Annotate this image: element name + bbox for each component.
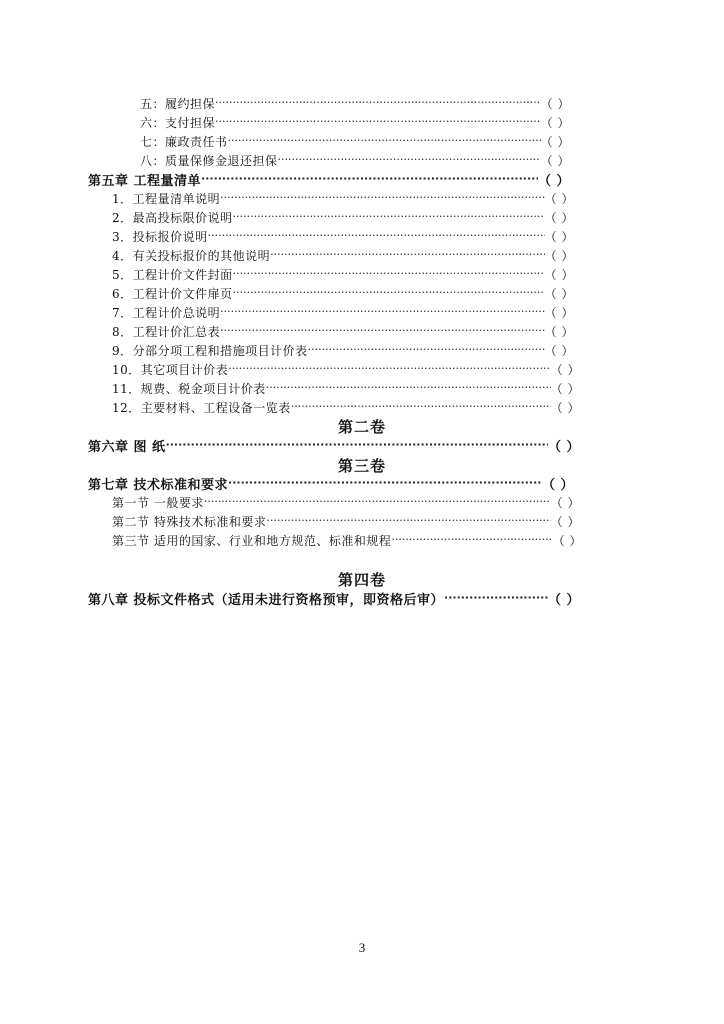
leader-dots <box>166 436 548 454</box>
volume-heading-4: 第四卷 <box>337 571 386 589</box>
toc-entry-label: 7．工程计价总说明 <box>112 305 221 320</box>
leader-dots <box>278 151 541 169</box>
leader-dots <box>391 531 552 549</box>
toc-entry-label: 11．规费、税金项目计价表 <box>112 381 266 396</box>
volume-heading-2: 第二卷 <box>337 418 386 436</box>
toc-chapter-5 <box>88 170 570 188</box>
leader-dots <box>201 170 538 188</box>
toc-entry-label: 八：质量保修金退还担保 <box>140 153 278 168</box>
toc-page-placeholder: （ ） <box>541 477 574 493</box>
toc-section <box>112 493 580 511</box>
chapter-title: 第八章 投标文件格式（适用未进行资格预审，即资格后审） <box>88 592 445 608</box>
toc-entry <box>112 284 574 302</box>
toc-page-placeholder: （ ） <box>544 286 574 301</box>
toc-section <box>112 531 582 549</box>
leader-dots <box>270 246 545 264</box>
toc-entry <box>140 113 570 131</box>
leader-dots <box>291 398 551 416</box>
chapter-title: 第六章 图 纸 <box>88 439 166 455</box>
toc-page-placeholder: （ ） <box>544 248 574 263</box>
toc-entry <box>112 208 574 226</box>
toc-page-placeholder: （ ） <box>547 592 580 608</box>
toc-entry <box>140 151 570 169</box>
toc-page-placeholder: （ ） <box>544 305 574 320</box>
toc-entry <box>112 189 574 207</box>
toc-entry <box>140 94 570 112</box>
toc-entry-label: 2．最高投标限价说明 <box>112 210 233 225</box>
toc-chapter-7 <box>88 474 574 492</box>
section-label: 第一节 一般要求 <box>112 495 204 510</box>
toc-entry-label: 10．其它项目计价表 <box>112 362 229 377</box>
toc-entry-label: 9．分部分项工程和措施项目计价表 <box>112 343 308 358</box>
section-label: 第三节 适用的国家、行业和地方规范、标准和规程 <box>112 533 392 548</box>
toc-page-placeholder: （ ） <box>540 115 570 130</box>
toc-page-placeholder: （ ） <box>540 134 570 149</box>
toc-page-placeholder: （ ） <box>547 439 580 455</box>
leader-dots <box>228 474 542 492</box>
volume-heading-3: 第三卷 <box>337 457 386 475</box>
toc-entry-label: 五：履约担保 <box>140 96 216 111</box>
toc-entry <box>112 398 580 416</box>
leader-dots <box>444 589 548 607</box>
page-number: 3 <box>358 940 366 955</box>
leader-dots <box>204 493 551 511</box>
leader-dots <box>220 322 545 340</box>
toc-page-placeholder: （ ） <box>544 267 574 282</box>
toc-page-placeholder: （ ） <box>550 514 580 529</box>
toc-entry-label: 12．主要材料、工程设备一览表 <box>112 400 291 415</box>
section-label: 第二节 特殊技术标准和要求 <box>112 514 267 529</box>
leader-dots <box>308 341 545 359</box>
toc-page-placeholder: （ ） <box>544 324 574 339</box>
leader-dots <box>220 189 545 207</box>
toc-entry <box>112 265 574 283</box>
toc-page-placeholder: （ ） <box>550 362 580 377</box>
leader-dots <box>215 113 541 131</box>
toc-entry-label: 6．工程计价文件扉页 <box>112 286 233 301</box>
toc-entry-label: 1．工程量清单说明 <box>112 191 221 206</box>
toc-page-placeholder: （ ） <box>544 191 574 206</box>
toc-entry-label: 5．工程计价文件封面 <box>112 267 233 282</box>
toc-entry-label: 六：支付担保 <box>140 115 216 130</box>
toc-entry <box>112 227 574 245</box>
toc-entry <box>140 132 570 150</box>
toc-page-placeholder: （ ） <box>544 229 574 244</box>
toc-entry <box>112 341 574 359</box>
toc-page-placeholder: （ ） <box>540 96 570 111</box>
toc-chapter-8 <box>88 589 580 607</box>
toc-entry <box>112 379 580 397</box>
toc-entry <box>112 246 574 264</box>
toc-page-placeholder: （ ） <box>550 400 580 415</box>
leader-dots <box>228 132 541 150</box>
toc-entry-label: 3．投标报价说明 <box>112 229 208 244</box>
chapter-title: 第五章 工程量清单 <box>88 173 202 189</box>
leader-dots <box>233 265 545 283</box>
leader-dots <box>228 360 550 378</box>
toc-page-placeholder: （ ） <box>552 533 582 548</box>
toc-page-placeholder: （ ） <box>550 381 580 396</box>
toc-page-placeholder: （ ） <box>540 153 570 168</box>
leader-dots <box>215 94 541 112</box>
chapter-title: 第七章 技术标准和要求 <box>88 477 229 493</box>
toc-entry-label: 4．有关投标报价的其他说明 <box>112 248 271 263</box>
toc-section <box>112 512 580 530</box>
leader-dots <box>266 512 550 530</box>
toc-entry <box>112 303 574 321</box>
toc-page-placeholder: （ ） <box>550 495 580 510</box>
leader-dots <box>208 227 545 245</box>
toc-entry <box>112 322 574 340</box>
leader-dots <box>233 208 545 226</box>
toc-page-placeholder: （ ） <box>537 173 570 189</box>
leader-dots <box>220 303 545 321</box>
toc-entry-label: 8．工程计价汇总表 <box>112 324 221 339</box>
toc-page-placeholder: （ ） <box>544 343 574 358</box>
leader-dots <box>233 284 545 302</box>
toc-entry <box>112 360 580 378</box>
toc-page-placeholder: （ ） <box>544 210 574 225</box>
toc-chapter-6 <box>88 436 580 454</box>
leader-dots <box>266 379 551 397</box>
toc-entry-label: 七：廉政责任书 <box>140 134 228 149</box>
